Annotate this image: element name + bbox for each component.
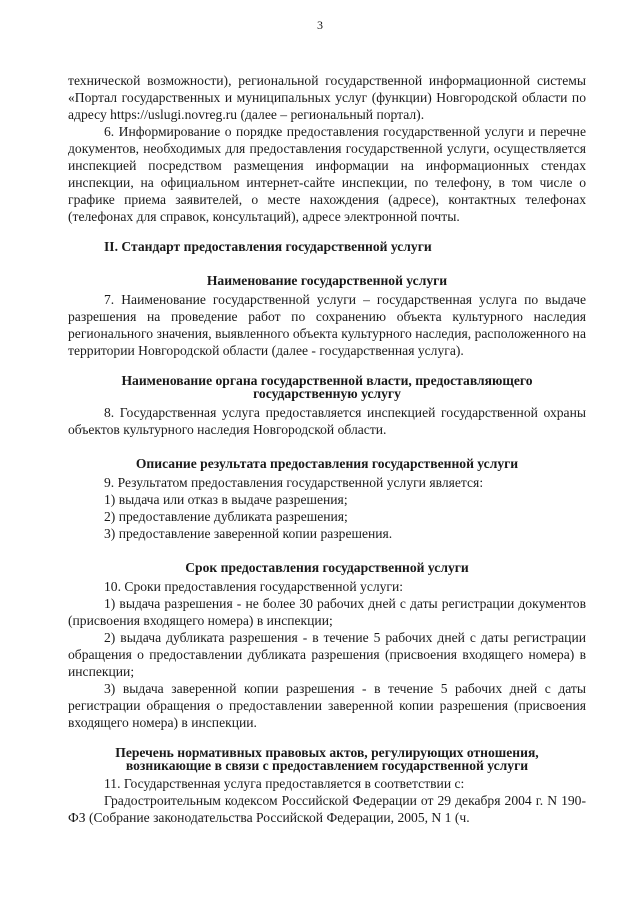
section-heading-2: II. Стандарт предоставления государственной услуги bbox=[104, 239, 432, 254]
heading-term: Срок предоставления государственной услуги bbox=[185, 560, 469, 575]
paragraph-10: 10. Сроки предоставления государственной услуги: bbox=[104, 579, 404, 594]
list-item-9-3: 3) предоставление заверенной копии разрешения. bbox=[104, 526, 393, 541]
heading-authority-line-1: Наименование органа государственной власти, предоставляющего bbox=[121, 373, 533, 388]
list-item-9-1: 1) выдача или отказ в выдаче разрешения; bbox=[104, 492, 348, 507]
paragraph-continuation: технической возможности), региональной государственной информационной системы «Портал государственных и муниципальных услуг (функции) Новгородской области по адресу https://uslugi.novreg.ru (далее – региональный портал). bbox=[68, 73, 586, 122]
heading-legal-acts bbox=[68, 746, 586, 772]
paragraph-9: 9. Результатом предоставления государственной услуги является: bbox=[104, 475, 484, 490]
page-number: 3 bbox=[317, 18, 323, 32]
heading-authority-line-2: государственную услугу bbox=[253, 386, 401, 401]
list-item-10-1: 1) выдача разрешения - не более 30 рабочих дней с даты регистрации документов (присвоения входящего номера) в инспекции; bbox=[68, 596, 586, 628]
paragraph-11: 11. Государственная услуга предоставляется в соответствии с: bbox=[104, 776, 465, 791]
heading-legal-acts-line-2: возникающие в связи с предоставлением государственной услуги bbox=[125, 758, 529, 773]
heading-legal-acts-line-1: Перечень нормативных правовых актов, регулирующих отношения, bbox=[115, 745, 539, 760]
paragraph-8: 8. Государственная услуга предоставляется инспекцией государственной охраны объектов культурного наследия Новгородской области. bbox=[68, 405, 586, 437]
list-item-10-3: 3) выдача заверенной копии разрешения - в течение 5 рабочих дней с даты регистрации обращения о предоставлении заверенной копии разрешения (присвоения входящего номера) в инспекции. bbox=[68, 681, 586, 730]
list-item-11-1: Градостроительным кодексом Российской Федерации от 29 декабря 2004 г. N 190-ФЗ (Собрание законодательства Российской Федерации, 2005, N 1 (ч. bbox=[68, 793, 586, 825]
document-body bbox=[68, 72, 586, 826]
heading-authority bbox=[68, 374, 586, 400]
paragraph-6: 6. Информирование о порядке предоставления государственной услуги и перечне документов, необходимых для предоставления государственной услуги, осуществляется инспекцией посредством размещения информации на информационных стендах инспекции, на официальном интернет-сайте инспекции, по телефону, в том числе о графике приема заявителей, о месте нахождения (адресе), контактных телефонах (телефонах для справок, консультаций), адресе электронной почты. bbox=[68, 124, 586, 224]
list-item-9-2: 2) предоставление дубликата разрешения; bbox=[104, 509, 348, 524]
list-item-10-2: 2) выдача дубликата разрешения - в течение 5 рабочих дней с даты регистрации обращения о предоставлении дубликата разрешения (присвоения входящего номера) в инспекции; bbox=[68, 630, 586, 679]
heading-service-name: Наименование государственной услуги bbox=[206, 273, 448, 288]
heading-result: Описание результата предоставления государственной услуги bbox=[135, 456, 519, 471]
paragraph-7: 7. Наименование государственной услуги – государственная услуга по выдаче разрешения на проведение работ по сохранению объекта культурного наследия регионального значения, выявленного объекта культурного наследия, расположенного на территории Новгородской области (далее - государственная услуга). bbox=[68, 292, 586, 358]
